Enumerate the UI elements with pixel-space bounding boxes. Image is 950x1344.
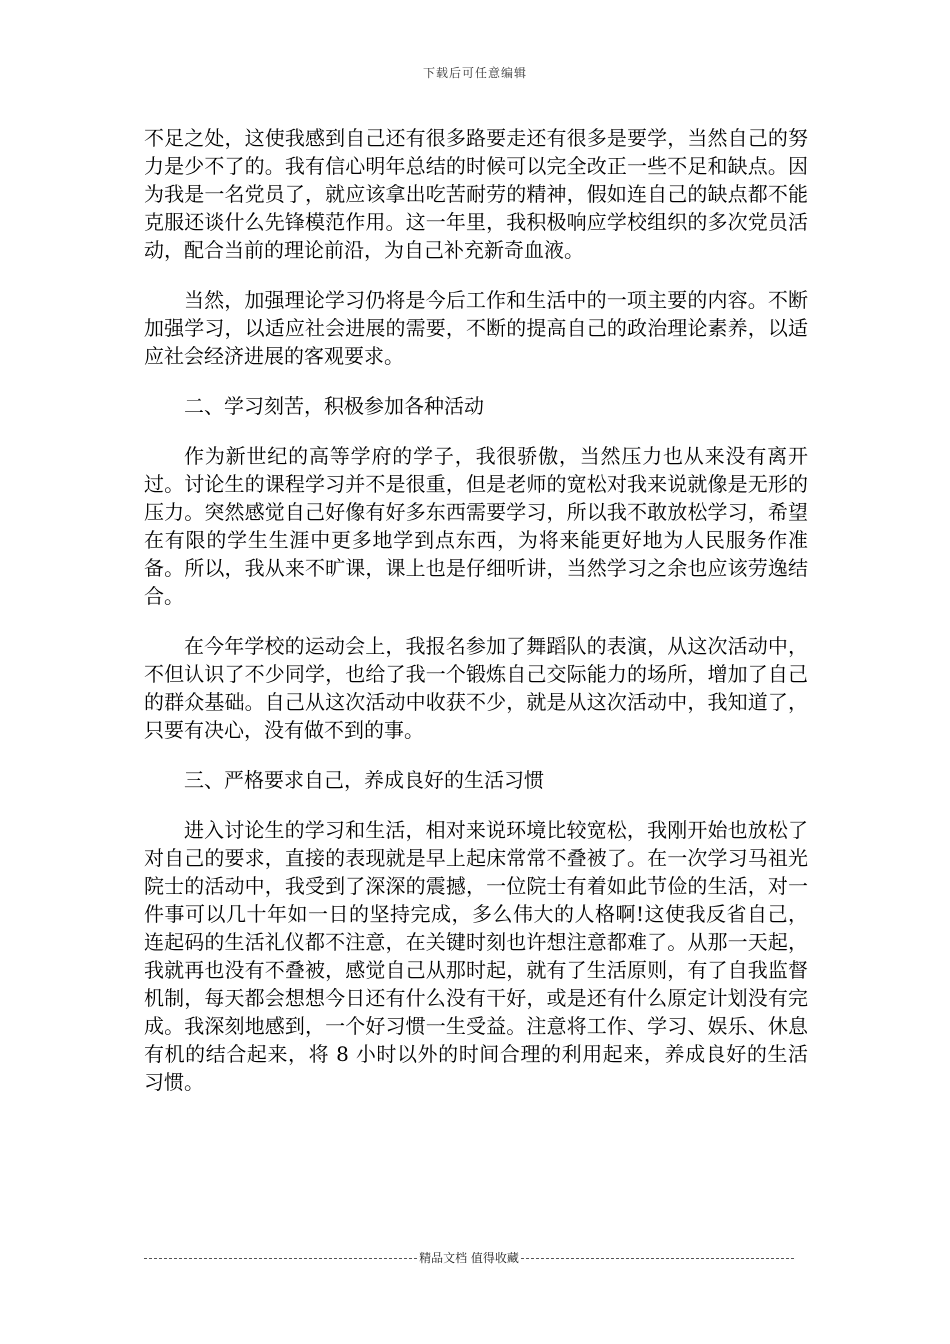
section-heading-habits: 三、严格要求自己，养成良好的生活习惯 (184, 768, 544, 792)
paragraph-sports-meet: 在今年学校的运动会上，我报名参加了舞蹈队的表演，从这次活动中，不但认识了不少同学，也给了我一个锻炼自己交际能力的场所，增加了自己的群众基础。自己从这次活动中收获不少，就是从这次活动中，我知道了，只要有决心，没有做不到的事。 (144, 634, 808, 742)
footer-dash-right (521, 1258, 794, 1259)
paragraph-study-pressure: 作为新世纪的高等学府的学子，我很骄傲，当然压力也从来没有离开过。讨论生的课程学习并不是很重，但是老师的宽松对我来说就像是无形的压力。突然感觉自己好像有好多东西需要学习，所以我不敢放松学习，希望在有限的学生生涯中更多地学到点东西，为将来能更好地为人民服务作准备。所以，我从来不旷课，课上也是仔细听讲，当然学习之余也应该劳逸结合。 (144, 444, 808, 608)
footer-text: 精品文档 值得收藏 (419, 1251, 519, 1265)
section-heading-study: 二、学习刻苦，积极参加各种活动 (184, 394, 484, 418)
footer-dash-left (144, 1258, 417, 1259)
document-body (144, 124, 808, 1118)
footer (144, 1249, 794, 1266)
header-note: 下载后可任意编辑 (422, 66, 527, 80)
paragraph-life-habits: 进入讨论生的学习和生活，相对来说环境比较宽松，我刚开始也放松了对自己的要求，直接的表现就是早上起床常常不叠被了。在一次学习马祖光院士的活动中，我受到了深深的震撼，一位院士有着如此节俭的生活，对一件事可以几十年如一日的坚持完成，多么伟大的人格啊!这使我反省自己，连起码的生活礼仪都不注意，在关键时刻也许想注意都难了。从那一天起，我就再也没有不叠被，感觉自己从那时起，就有了生活原则，有了自我监督机制，每天都会想想今日还有什么没有干好，或是还有什么原定计划没有完成。我深刻地感到，一个好习惯一生受益。注意将工作、学习、娱乐、休息有机的结合起来，将 8 小时以外的时间合理的利用起来，养成良好的生活习惯。 (144, 818, 808, 1094)
paragraph-continuation: 不足之处，这使我感到自己还有很多路要走还有很多是要学，当然自己的努力是少不了的。我有信心明年总结的时候可以完全改正一些不足和缺点。因为我是一名党员了，就应该拿出吃苦耐劳的精神，假如连自己的缺点都不能克服还谈什么先锋模范作用。这一年里，我积极响应学校组织的多次党员活动，配合当前的理论前沿，为自己补充新奇血液。 (144, 126, 808, 262)
paragraph-theory-study: 当然，加强理论学习仍将是今后工作和生活中的一项主要的内容。不断加强学习，以适应社会进展的需要，不断的提高自己的政治理论素养，以适应社会经济进展的客观要求。 (144, 288, 808, 368)
